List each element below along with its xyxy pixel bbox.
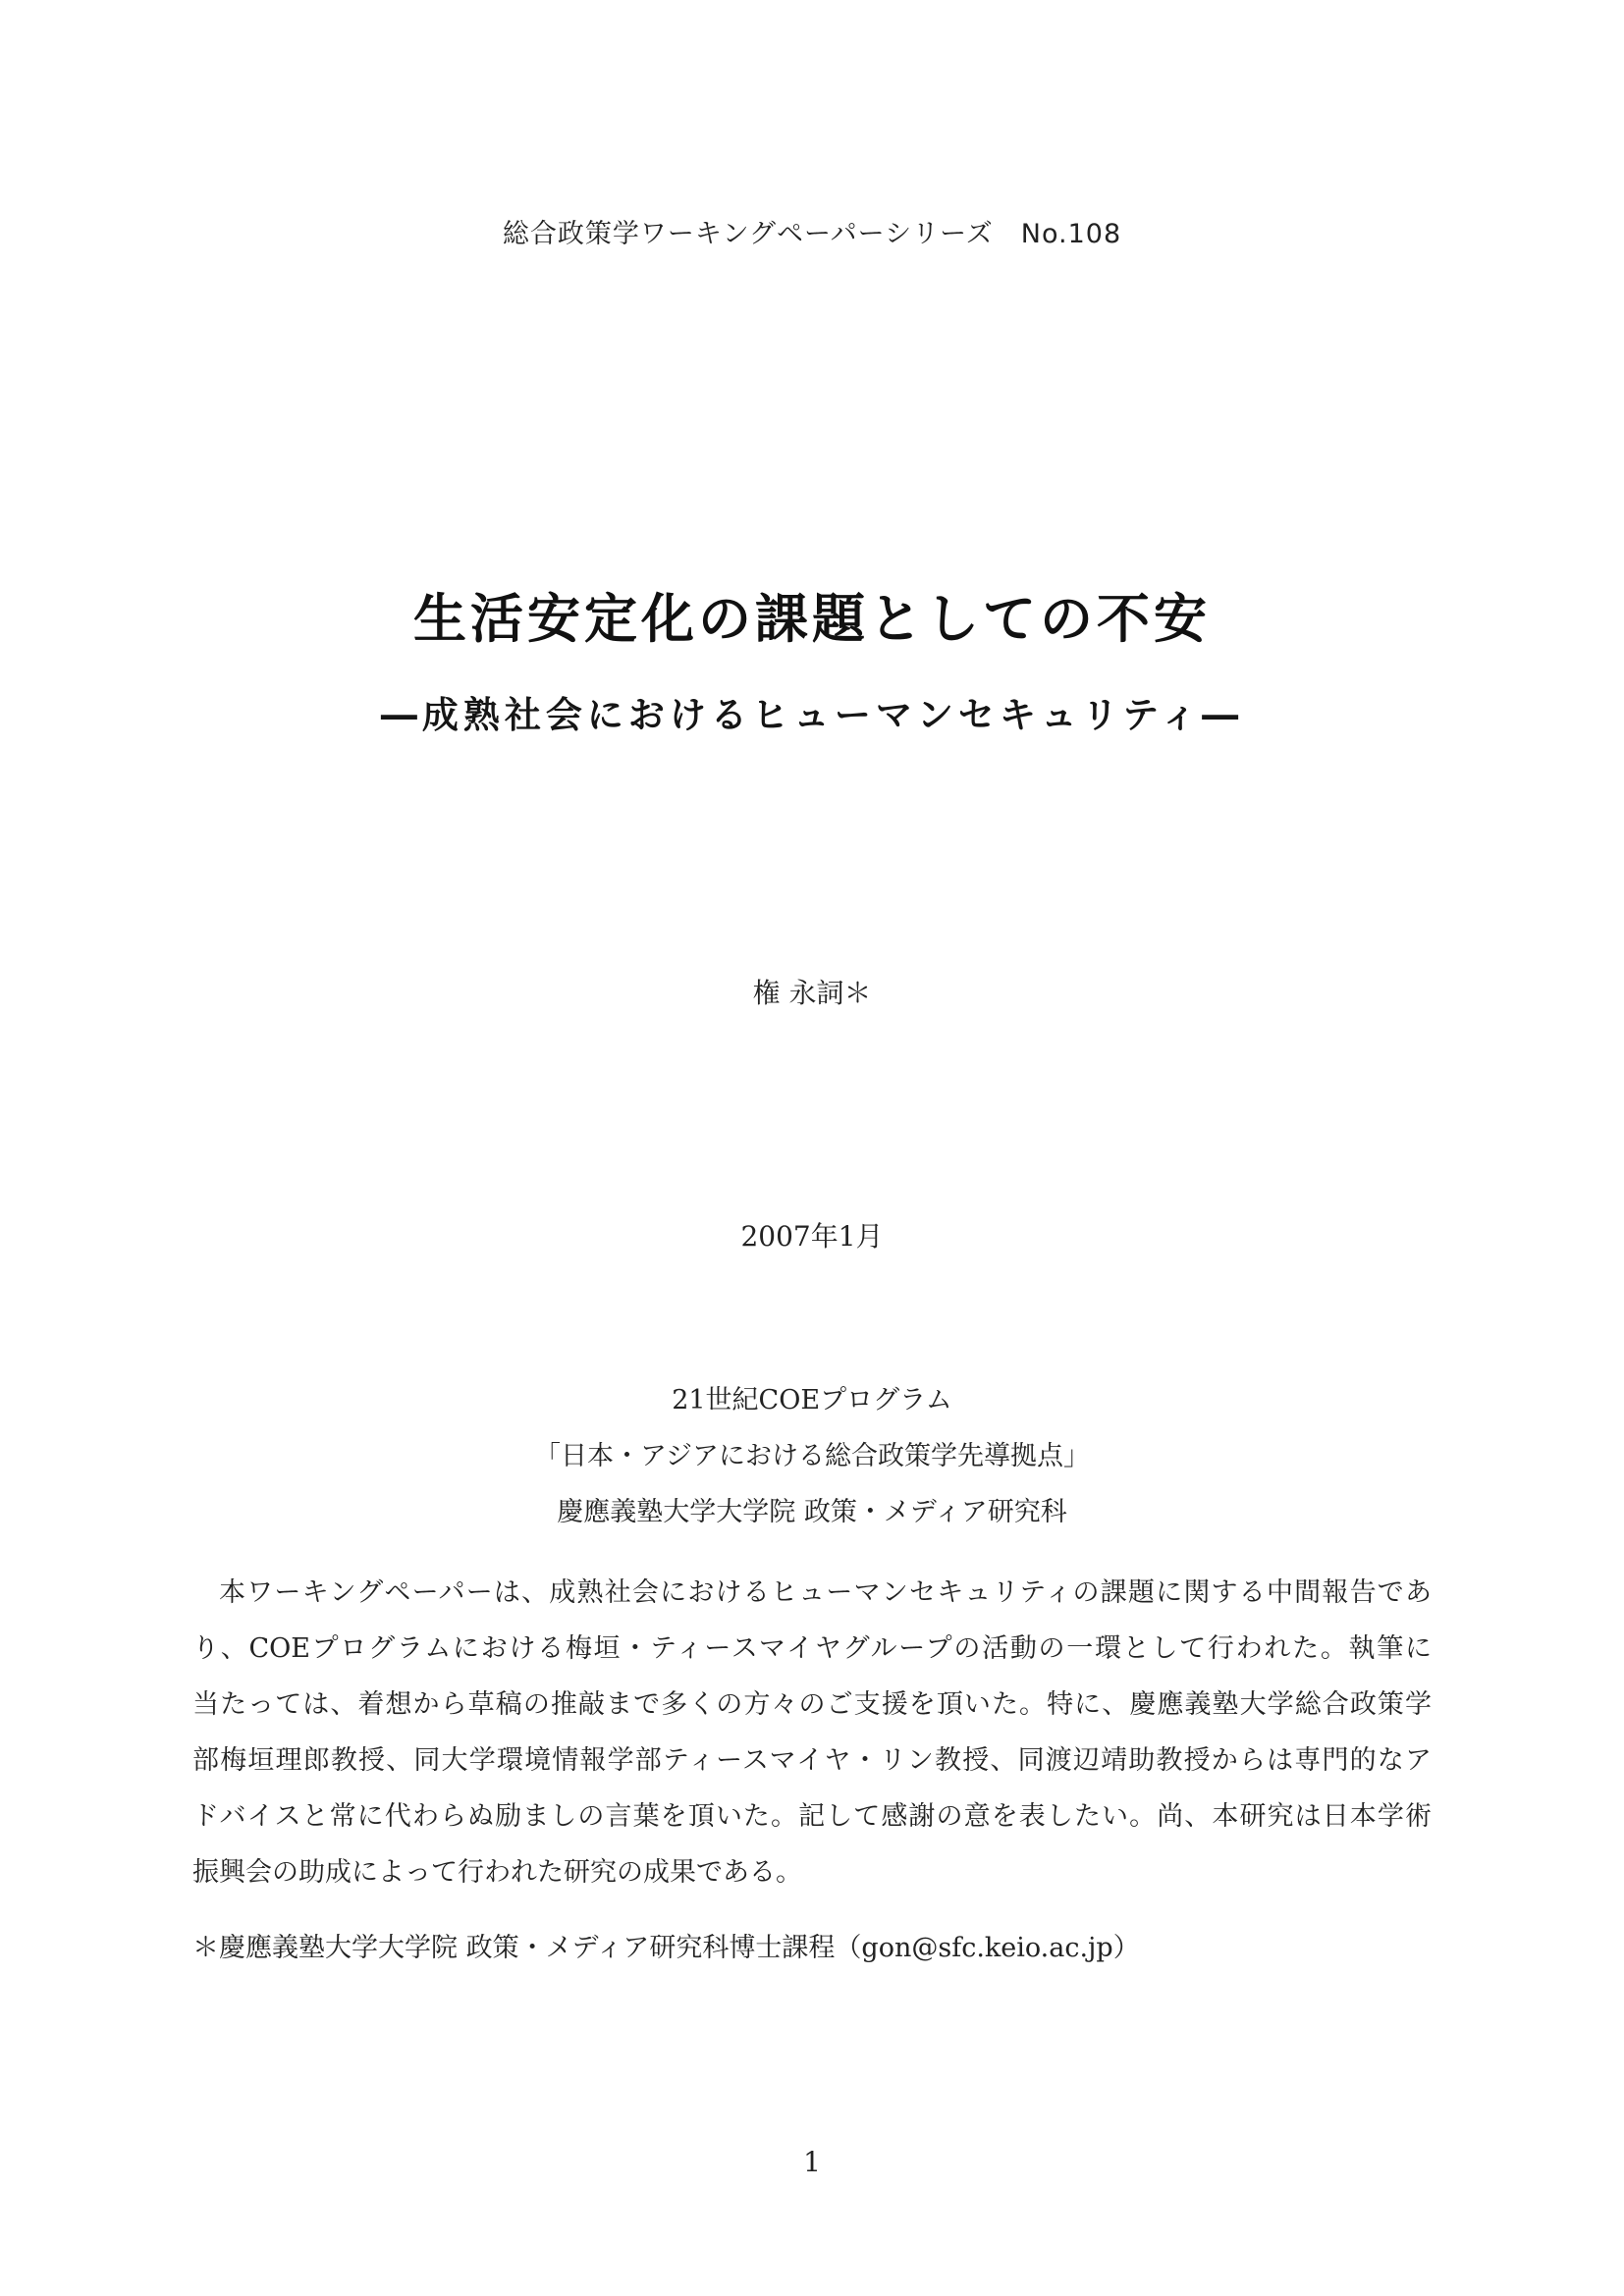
acknowledgement-paragraph [192,1565,1432,1900]
acknowledgement-line: 振興会の助成によって行われた研究の成果である。 [192,1857,802,1888]
document-title: 生活安定化の課題としての不安 [413,588,1211,650]
author-name: 権 永詞＊ [752,977,872,1009]
acknowledgement-line: ドバイスと常に代わらぬ励ましの言葉を頂いた。記して感謝の意を表したい。尚、本研究は日本学術 [192,1801,1432,1832]
acknowledgement-line: 当たっては、着想から草稿の推敲まで多くの方々のご支援を頂いた。特に、慶應義塾大学総合政策学 [192,1689,1432,1720]
acknowledgement-line: 本ワーキングペーパーは、成熟社会におけるヒューマンセキュリティの課題に関する中間報告であ [219,1577,1432,1608]
document-subtitle: ―成熟社会におけるヒューマンセキュリティ― [380,694,1244,736]
series-header: 総合政策学ワーキングペーパーシリーズ No.108 [502,219,1122,249]
acknowledgement-line: 部梅垣理郎教授、同大学環境情報学部ティースマイヤ・リン教授、同渡辺靖助教授からは専門的なア [192,1745,1432,1776]
affiliation-institution: 慶應義塾大学大学院 政策・メディア研究科 [557,1497,1067,1527]
page-number: 1 [803,2146,821,2178]
author-footnote: ＊慶應義塾大学大学院 政策・メディア研究科博士課程（gon@sfc.keio.ac.jp） [192,1933,1140,1963]
acknowledgement-line: り、COEプログラムにおける梅垣・ティースマイヤグループの活動の一環として行われた。執筆に [192,1633,1432,1664]
affiliation-project: 「日本・アジアにおける総合政策学先導拠点」 [534,1441,1090,1471]
publication-date: 2007年1月 [740,1220,884,1253]
affiliation-block [0,1372,1624,1540]
affiliation-program: 21世紀COEプログラム [672,1385,952,1415]
